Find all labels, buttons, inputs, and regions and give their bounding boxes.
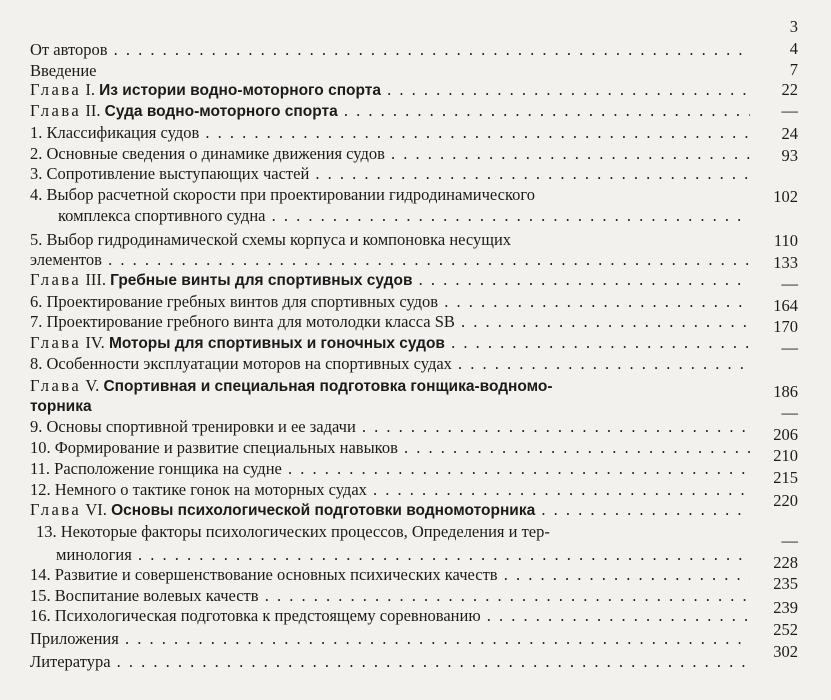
toc-section-13-cont <box>56 545 750 564</box>
page-number: 206 <box>773 425 798 444</box>
chapter-number: VI. <box>85 500 107 519</box>
toc-entry-label: От авторов <box>30 40 108 59</box>
chapter-title: Основы психологической подготовки водномоторника <box>111 502 536 519</box>
toc-section-15 <box>30 586 750 605</box>
toc-entry-label: Приложения <box>30 629 119 648</box>
toc-entry-label-continued: комплекса спортивного судна <box>58 206 266 225</box>
page-number: — <box>781 274 798 293</box>
page-number: 239 <box>773 598 798 617</box>
page-number: — <box>781 338 798 357</box>
toc-section-4-cont <box>58 206 750 225</box>
chapter-title: Спортивная и специальная подготовка гонщика-водномо- <box>103 378 553 395</box>
toc-entry-label-continued: минология <box>56 545 132 564</box>
toc-section-9 <box>30 417 750 436</box>
page-number: 24 <box>781 124 798 143</box>
page-number: 170 <box>773 317 798 336</box>
chapter-title: Гребные винты для спортивных судов <box>110 272 413 289</box>
toc-section-2 <box>30 144 750 163</box>
toc-section-1 <box>30 123 750 142</box>
page-number: — <box>781 531 798 550</box>
toc-section-6 <box>30 292 750 311</box>
toc-section-3 <box>30 164 750 183</box>
toc-chapter-5 <box>30 376 750 396</box>
chapter-title: Моторы для спортивных и гоночных судов <box>108 335 445 352</box>
chapter-number: V. <box>85 376 100 395</box>
chapter-number: IV. <box>85 333 105 352</box>
toc-entry-label: 16. Психологическая подготовка к предстоящему соревнованию <box>30 606 481 625</box>
page-number: 102 <box>773 187 798 206</box>
chapter-number: I. <box>85 80 96 99</box>
chapter-number: II. <box>85 101 101 120</box>
page-number: 228 <box>773 553 798 572</box>
toc-entry-label: 5. Выбор гидродинамической схемы корпуса и компоновка несущих <box>30 230 512 249</box>
toc-entry-label: 13. Некоторые факторы психологических процессов, Определения и тер- <box>36 522 550 541</box>
page-number: 7 <box>789 60 798 79</box>
page-number: 186 <box>773 382 798 401</box>
toc-entry-label: 15. Воспитание волевых качеств <box>30 586 259 605</box>
chapter-prefix: Глава <box>30 270 82 289</box>
chapter-title: Из истории водно-моторного спорта <box>99 82 381 99</box>
toc-chapter-2 <box>30 101 750 121</box>
toc-chapter-1 <box>30 80 750 100</box>
toc-entry-label: 1. Классификация судов <box>30 123 200 142</box>
page-number: — <box>781 403 798 422</box>
page-number: 22 <box>781 80 798 99</box>
toc-section-12 <box>30 480 750 499</box>
toc-entry-label-continued: элементов <box>30 250 102 269</box>
page-number: 210 <box>773 446 798 465</box>
toc-section-13 <box>36 522 796 541</box>
chapter-title-continued: торника <box>30 398 92 415</box>
chapter-title: Суда водно-моторного спорта <box>104 103 338 120</box>
toc-section-11 <box>30 459 750 478</box>
page-number: 110 <box>773 231 798 250</box>
chapter-prefix: Глава <box>30 333 82 352</box>
toc-chapter-6 <box>30 500 750 520</box>
toc-chapter-3 <box>30 270 750 290</box>
chapter-prefix: Глава <box>30 80 82 99</box>
toc-entry-introduction <box>30 61 750 80</box>
toc-entry-label: 6. Проектирование гребных винтов для спортивных судов <box>30 292 439 311</box>
toc-entry-label: Литература <box>30 652 111 671</box>
toc-entry-label: 9. Основы спортивной тренировки и ее задачи <box>30 417 356 436</box>
page-number: 302 <box>773 642 798 661</box>
page-number: 3 <box>789 17 798 36</box>
toc-entry-label: 3. Сопротивление выступающих частей <box>30 164 310 183</box>
page-number: 133 <box>773 253 798 272</box>
page-number: 220 <box>773 491 798 510</box>
chapter-prefix: Глава <box>30 376 82 395</box>
toc-section-5 <box>30 230 750 249</box>
page-number: 164 <box>773 296 798 315</box>
page-number: 93 <box>781 146 798 165</box>
page-number: 215 <box>773 468 798 487</box>
chapter-prefix: Глава <box>30 101 82 120</box>
toc-entry-label: 12. Немного о тактике гонок на моторных судах <box>30 480 367 499</box>
toc-chapter-4 <box>30 333 750 353</box>
toc-entry-label: 8. Особенности эксплуатации моторов на спортивных судах <box>30 354 452 373</box>
page-number: 4 <box>789 39 798 58</box>
toc-chapter-5-cont <box>30 396 750 416</box>
toc-entry-label: 7. Проектирование гребного винта для мотолодки класса SB <box>30 312 455 331</box>
page-number: — <box>781 101 798 120</box>
page-number: 252 <box>773 620 798 639</box>
toc-appendices <box>30 629 750 648</box>
toc-literature <box>30 652 750 671</box>
toc-section-4 <box>30 185 750 204</box>
toc-section-10 <box>30 438 750 457</box>
toc-entry-label: 14. Развитие и совершенствование основных психических качеств <box>30 565 498 584</box>
toc-section-7 <box>30 312 750 331</box>
toc-entry-label: Введение <box>30 61 97 80</box>
toc-section-8 <box>30 354 750 373</box>
toc-section-5-cont <box>30 250 750 269</box>
toc-entry-label: 4. Выбор расчетной скорости при проектировании гидродинамического <box>30 185 535 204</box>
toc-section-16 <box>30 606 750 625</box>
chapter-number: III. <box>85 270 106 289</box>
toc-entry-label: 10. Формирование и развитие специальных навыков <box>30 438 398 457</box>
toc-section-14 <box>30 565 750 584</box>
toc-entry-label: 11. Расположение гонщика на судне <box>30 459 282 478</box>
toc-entry-from-authors <box>30 40 750 59</box>
page-number: 235 <box>773 574 798 593</box>
toc-entry-label: 2. Основные сведения о динамике движения судов <box>30 144 385 163</box>
chapter-prefix: Глава <box>30 500 82 519</box>
